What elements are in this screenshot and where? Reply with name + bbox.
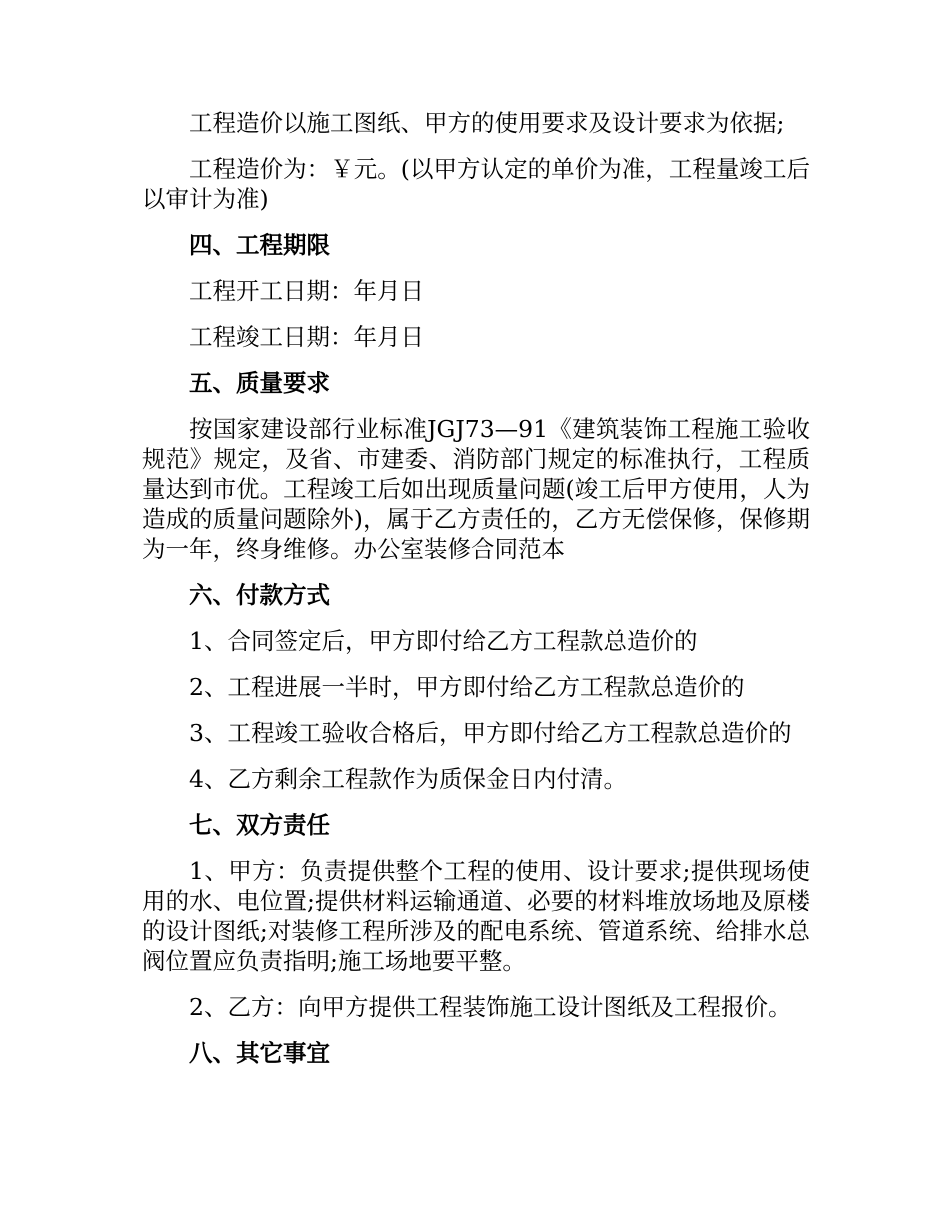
paragraph-payment-1: 1、合同签定后，甲方即付给乙方工程款总造价的 — [189, 627, 698, 655]
paragraph-payment-2: 2、工程进展一半时，甲方即付给乙方工程款总造价的 — [189, 673, 745, 701]
paragraph-completion-date: 工程竣工日期：年月日 — [189, 323, 424, 351]
paragraph-cost-amount: 工程造价为：￥元。(以甲方认定的单价为准，工程量竣工后以审计为准) — [142, 155, 810, 213]
section-heading-payment: 六、付款方式 — [189, 581, 330, 609]
paragraph-cost-basis: 工程造价以施工图纸、甲方的使用要求及设计要求为依据; — [189, 109, 785, 137]
section-heading-quality: 五、质量要求 — [189, 369, 330, 397]
paragraph-payment-3: 3、工程竣工验收合格后，甲方即付给乙方工程款总造价的 — [189, 719, 792, 747]
paragraph-party-a-duties: 1、甲方：负责提供整个工程的使用、设计要求;提供现场使用的水、电位置;提供材料运输通道、必要的材料堆放场地及原楼的设计图纸;对装修工程所涉及的配电系统、管道系统、给排水总阀位置应负责指明;施工场地要平整。 — [142, 857, 810, 975]
paragraph-start-date: 工程开工日期：年月日 — [189, 277, 424, 305]
paragraph-party-b-duties: 2、乙方：向甲方提供工程装饰施工设计图纸及工程报价。 — [189, 993, 792, 1021]
paragraph-payment-4: 4、乙方剩余工程款作为质保金日内付清。 — [189, 765, 627, 793]
section-heading-schedule: 四、工程期限 — [189, 231, 330, 259]
section-heading-other-matters: 八、其它事宜 — [189, 1039, 330, 1067]
section-heading-responsibilities: 七、双方责任 — [189, 811, 330, 839]
paragraph-quality-standard: 按国家建设部行业标准JGJ73—91《建筑装饰工程施工验收规范》规定，及省、市建委、消防部门规定的标准执行，工程质量达到市优。工程竣工后如出现质量问题(竣工后甲方使用，人为造成的质量问题除外)，属于乙方责任的，乙方无偿保修，保修期为一年，终身维修。办公室装修合同范本 — [142, 415, 810, 563]
document-page — [142, 108, 810, 1084]
